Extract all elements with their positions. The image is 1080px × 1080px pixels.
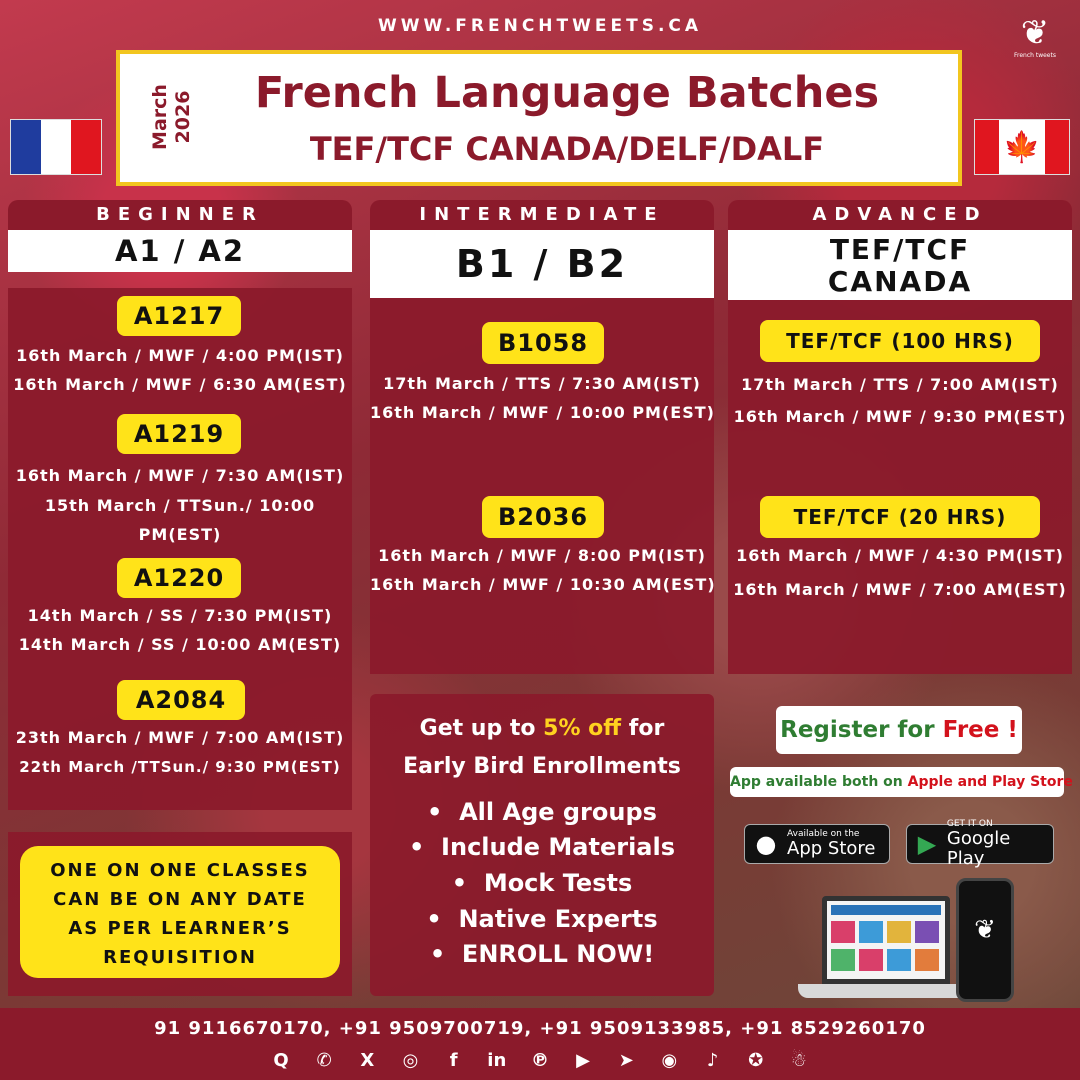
batch-schedule: 22th March /TTSun./ 9:30 PM(EST) (19, 758, 341, 776)
batch-code-tef-20: TEF/TCF (20 HRS) (760, 496, 1040, 538)
youtube-icon[interactable]: ▶ (576, 1049, 591, 1071)
batch-code-a2084: A2084 (117, 680, 245, 720)
pinterest-icon[interactable]: ℗ (530, 1049, 549, 1071)
linkedin-icon[interactable]: in (487, 1049, 507, 1071)
promo-subline: Early Bird Enrollments (403, 754, 681, 779)
google-play-icon: ▶ (917, 830, 937, 858)
level-advanced (728, 230, 1072, 300)
batch-schedule: 16th March / MWF / 10:00 PM(EST) (370, 403, 715, 422)
brand-logo (1008, 14, 1062, 68)
page-title: French Language Batches (254, 68, 880, 118)
canada-flag-icon (974, 119, 1070, 175)
promo-bullet: • Mock Tests (451, 869, 633, 897)
category-intermediate: INTERMEDIATE (370, 200, 714, 230)
batch-schedule: 16th March / MWF / 4:00 PM(IST) (16, 346, 344, 365)
app-store-button[interactable]: ● Available on the App Store (744, 824, 890, 864)
promo-headline: Get up to 5% off for (419, 716, 665, 741)
batch-schedule: 23th March / MWF / 7:00 AM(IST) (15, 728, 345, 747)
level-advanced-line1: TEF/TCF (829, 233, 971, 266)
whatsapp-icon[interactable]: ✆ (316, 1049, 332, 1071)
phone-mockup-image (956, 878, 1014, 1002)
batch-code-b2036: B2036 (482, 496, 604, 538)
category-beginner: BEGINNER (8, 200, 352, 230)
discount-highlight: 5% off (543, 716, 622, 741)
promo-bullet: • Include Materials (408, 833, 676, 861)
promo-bullet: • Native Experts (426, 905, 658, 933)
batch-schedule: 16th March / MWF / 7:30 AM(IST) (15, 466, 345, 485)
apple-icon: ● (755, 830, 777, 858)
google-play-button[interactable]: ▶ GET IT ON Google Play (906, 824, 1054, 864)
maple-leaf-icon: ❦ (1020, 13, 1050, 53)
snapchat-icon[interactable]: ☃ (790, 1049, 807, 1071)
batch-schedule: 17th March / TTS / 7:00 AM(IST) (741, 375, 1059, 394)
batch-code-b1058: B1058 (482, 322, 604, 364)
level-advanced-line2: CANADA (827, 265, 973, 298)
level-beginner: A1 / A2 (8, 230, 352, 272)
batch-schedule: 17th March / TTS / 7:30 AM(IST) (383, 374, 701, 393)
instagram-icon[interactable]: ◎ (402, 1049, 419, 1071)
category-advanced: ADVANCED (728, 200, 1072, 230)
quora-icon[interactable]: Q (273, 1049, 289, 1071)
contact-phones[interactable]: 91 9116670170, +91 9509700719, +91 9509133985, +91 8529260170 (154, 1018, 926, 1039)
tiktok-icon[interactable]: ♪ (706, 1049, 719, 1071)
social-links (268, 1046, 812, 1074)
logo-text: French tweets (1014, 52, 1056, 59)
batch-schedule: 16th March / MWF / 7:00 AM(EST) (733, 580, 1067, 599)
telegram-icon[interactable]: ➤ (618, 1049, 634, 1071)
month-label: March 2026 (149, 84, 194, 150)
page-subtitle: TEF/TCF CANADA/DELF/DALF (309, 130, 825, 168)
level-intermediate: B1 / B2 (370, 230, 714, 298)
promo-bullet: • All Age groups (427, 798, 657, 826)
reddit-icon[interactable]: ✪ (748, 1049, 764, 1071)
batch-schedule: 14th March / SS / 10:00 AM(EST) (18, 635, 342, 654)
maple-leaf-icon: ❦ (974, 915, 996, 945)
laptop-mockup-image (822, 896, 950, 984)
x-icon[interactable]: X (360, 1049, 375, 1071)
batch-schedule: 16th March / MWF / 4:30 PM(IST) (736, 546, 1064, 565)
batch-code-a1217: A1217 (117, 296, 241, 336)
laptop-base (798, 984, 976, 998)
batch-code-tef-100: TEF/TCF (100 HRS) (760, 320, 1040, 362)
batch-schedule: 16th March / MWF / 8:00 PM(IST) (378, 546, 706, 565)
france-flag-icon (10, 119, 102, 175)
batch-schedule: 15th March / TTSun./ 10:00 PM(EST) (44, 496, 316, 544)
batch-schedule: 16th March / MWF / 9:30 PM(EST) (733, 407, 1067, 426)
one-on-one-note: ONE ON ONE CLASSES CAN BE ON ANY DATE AS PER LEARNER’S REQUISITION (20, 846, 340, 978)
maple-leaf-icon: 🍁 (1003, 129, 1041, 165)
promo-bullet: • ENROLL NOW! (429, 940, 655, 968)
app-availability-note: App available both on Apple and Play Store (730, 767, 1064, 797)
batch-code-a1220: A1220 (117, 558, 241, 598)
batch-schedule: 16th March / MWF / 10:30 AM(EST) (370, 575, 716, 594)
discord-icon[interactable]: ◉ (661, 1049, 678, 1071)
website-url[interactable]: WWW.FRENCHTWEETS.CA (377, 16, 703, 36)
facebook-icon[interactable]: f (449, 1049, 458, 1071)
register-button[interactable]: Register for Free ! (776, 706, 1022, 754)
batch-schedule: 14th March / SS / 7:30 PM(IST) (27, 606, 333, 625)
batch-code-a1219: A1219 (117, 414, 241, 454)
batch-schedule: 16th March / MWF / 6:30 AM(EST) (13, 375, 347, 394)
